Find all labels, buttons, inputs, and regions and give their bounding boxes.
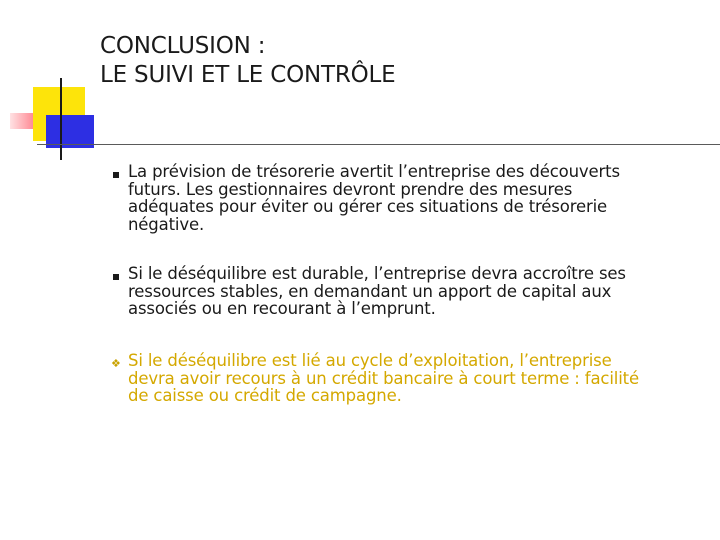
slide-title <box>100 32 396 90</box>
bullet-text-3 <box>128 352 688 405</box>
bullet-1-line-1: La prévision de trésorerie avertit l’entreprise des découverts <box>128 162 620 181</box>
bullet-2-line-2: ressources stables, en demandant un apport de capital aux <box>128 281 612 301</box>
title-line-1: CONCLUSION : <box>100 33 266 59</box>
title-line-2: LE SUIVI ET LE CONTRÔLE <box>100 62 396 88</box>
bullet-1-line-3: adéquates pour éviter ou gérer ces situations de trésorerie <box>128 197 608 217</box>
bullet-3-line-2: devra avoir recours à un crédit bancaire à court terme : facilité <box>128 368 639 388</box>
bullet-text-2 <box>128 265 688 318</box>
bullet-1-line-4: négative. <box>128 214 205 234</box>
bullet-3-line-3: de caisse ou crédit de campagne. <box>128 386 402 406</box>
decorative-vertical-line <box>60 78 62 160</box>
bullet-2-line-1: Si le déséquilibre est durable, l’entreprise devra accroître ses <box>128 264 626 283</box>
bullet-text-1 <box>128 163 688 233</box>
bullet-3-line-1: Si le déséquilibre est lié au cycle d’exploitation, l’entreprise <box>128 351 612 370</box>
square-bullet-icon <box>113 172 119 178</box>
bullet-1-line-2: futurs. Les gestionnaires devront prendre des mesures <box>128 179 573 199</box>
title-divider-line <box>37 144 720 145</box>
square-bullet-icon <box>113 274 119 280</box>
bullet-2-line-3: associés ou en recourant à l’emprunt. <box>128 299 436 319</box>
diamond-bullet-icon: ❖ <box>111 357 121 370</box>
